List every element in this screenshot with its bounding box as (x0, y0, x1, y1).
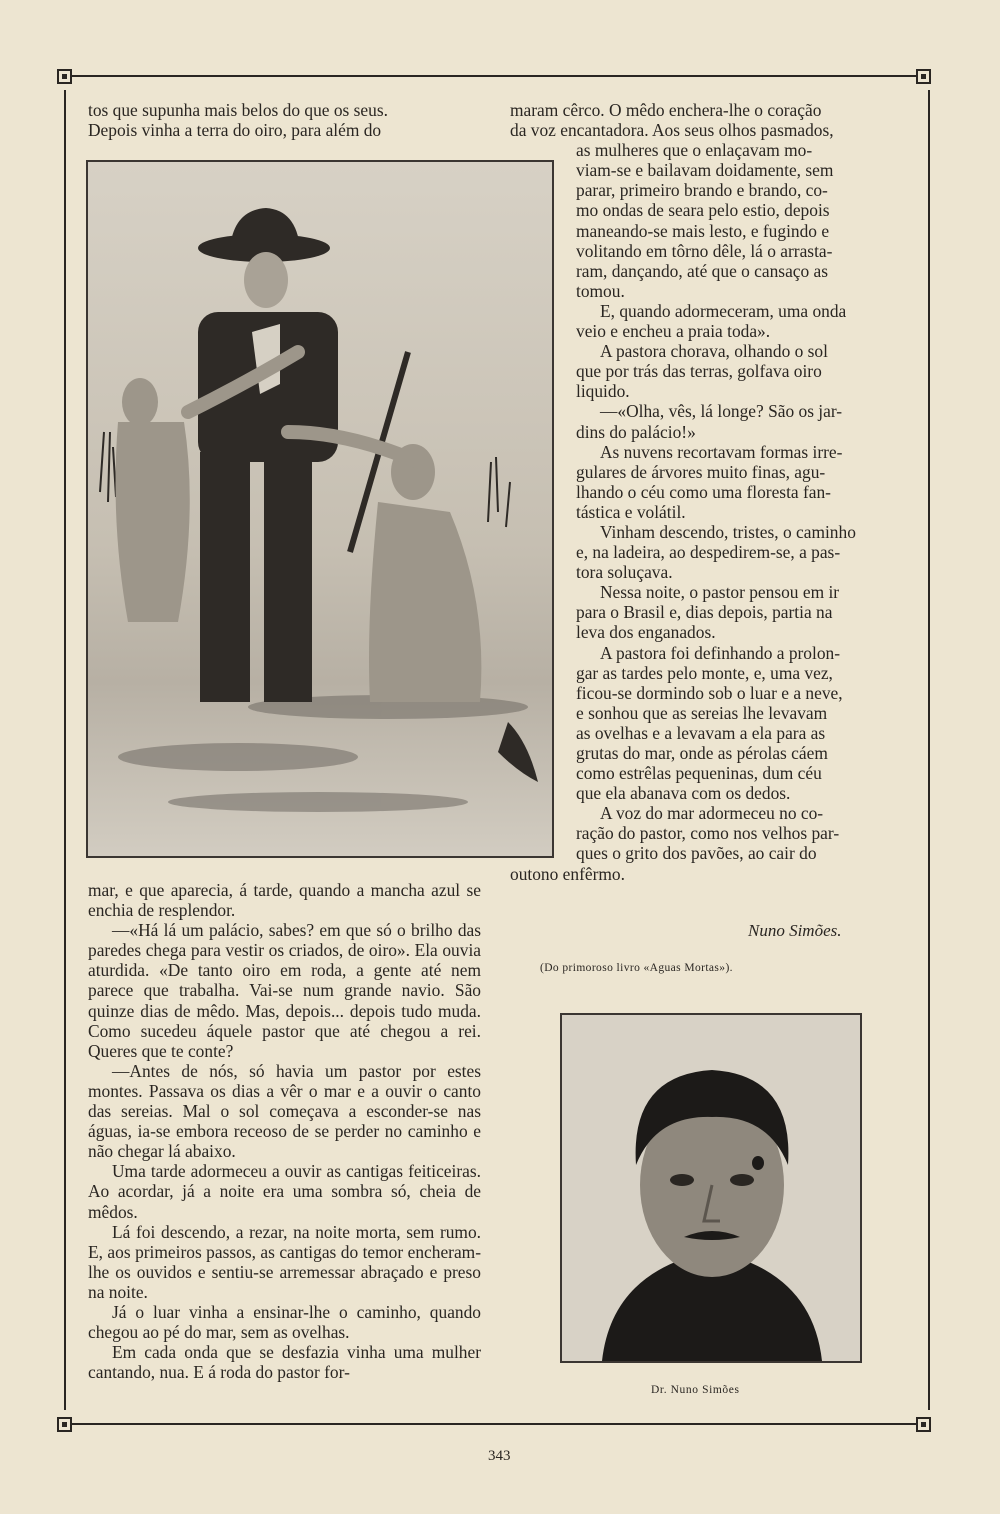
frame-bottom-rule (70, 1423, 922, 1425)
text-line: —«Olha, vês, lá longe? São os jar- (600, 401, 843, 422)
paragraph: Lá foi descendo, a rezar, na noite morta, sem rumo. E, aos primeiros passos, as cantigas do temor encheram-lhe os ouvidos e sentiu-se arremessar abraçado e preso na noite. (88, 1221, 481, 1302)
text-line: maram cêrco. O mêdo enchera-lhe o coração (510, 100, 822, 120)
inset-text-lines (510, 140, 900, 863)
corner-ornament-top-right (916, 69, 931, 84)
text-line: Nessa noite, o pastor pensou em ir (600, 582, 840, 603)
paragraph: —«Há lá um palácio, sabes? em que só o brilho das paredes chega para vestir os criados, de oiro». Ela ouvia aturdida. «De tanto oiro em roda, a gente até nem parece que trabalha. Vai-se num grande navio. São quinze dias de mêdo. Mas, depois... depois tudo muda. Como sucedeu áquele pastor que até chegou a rei. Queres que te conte? (88, 920, 481, 1061)
left-column-body-text (88, 880, 481, 1382)
text-line: tora soluçava. (576, 562, 673, 583)
text-line: as mulheres que o enlaçavam mo- (576, 140, 813, 161)
portrait-caption: Dr. Nuno Simões (651, 1384, 740, 1396)
text-line: que por trás das terras, golfava oiro (576, 361, 822, 382)
text-line: ração do pastor, como nos velhos par- (576, 823, 840, 844)
text-line: E, quando adormeceram, uma onda (600, 300, 847, 321)
text-line: que ela abanava com os dedos. (576, 783, 791, 804)
text-line: A pastora foi definhando a prolon- (600, 642, 841, 663)
left-column-top-text (88, 100, 481, 140)
text-line: gar as tardes pelo monte, e, uma vez, (576, 662, 833, 683)
text-line: ques o grito dos pavões, ao cair do (576, 843, 817, 864)
text-line: volitando em tôrno dêle, lá o arrasta- (576, 240, 833, 261)
text-line: e, na ladeira, ao despedirem-se, a pas- (576, 542, 841, 563)
text-line: As nuvens recortavam formas irre- (600, 441, 843, 462)
text-line: tos que supunha mais belos do que os seus. (88, 100, 388, 120)
portrait-drawing (562, 1015, 860, 1361)
corner-ornament-top-left (57, 69, 72, 84)
paragraph: Já o luar vinha a ensinar-lhe o caminho, quando chegou ao pé do mar, sem as ovelhas. (88, 1301, 481, 1343)
text-line: tomou. (576, 280, 625, 301)
paragraph: Uma tarde adormeceu a ouvir as cantigas feiticeiras. Ao acordar, já a noite era uma sombra só, cheia de mêdos. (88, 1161, 481, 1222)
text-line: gulares de árvores muito finas, agu- (576, 461, 826, 482)
text-line: lhando o céu como uma floresta fan- (576, 481, 831, 502)
text-line: Vinham descendo, tristes, o caminho (600, 521, 856, 542)
paragraph: Em cada onda que se desfazia vinha uma mulher cantando, nua. E á roda do pastor for- (88, 1342, 481, 1383)
text-line: ficou-se dormindo sob o luar e a neve, (576, 682, 843, 703)
text-line: A pastora chorava, olhando o sol (600, 341, 828, 362)
illustration-drawing (88, 162, 552, 856)
author-portrait-photo (560, 1013, 862, 1363)
text-line: veio e encheu a praia toda». (576, 321, 771, 342)
corner-ornament-bottom-right (916, 1417, 931, 1432)
text-line: grutas do mar, onde as pérolas cáem (576, 743, 828, 763)
text-line: as ovelhas e a levavam a ela para as (576, 722, 826, 743)
text-line: mo ondas de seara pelo estio, depois (576, 200, 830, 221)
text-line: da voz encantadora. Aos seus olhos pasmados, (510, 120, 834, 141)
text-line: leva dos enganados. (576, 622, 716, 643)
text-line: viam-se e bailavam doidamente, sem (576, 160, 834, 181)
corner-ornament-bottom-left (57, 1417, 72, 1432)
paragraph: mar, e que aparecia, á tarde, quando a mancha azul se enchia de resplendor. (88, 880, 481, 921)
frame-right-rule (928, 90, 930, 1410)
text-line: maneando-se mais lesto, e fugindo e (576, 220, 830, 241)
text-line: para o Brasil e, dias depois, partia na (576, 602, 833, 623)
paragraph: —Antes de nós, só havia um pastor por estes montes. Passava os dias a vêr o mar e a ouvir o canto das sereias. Mal o sol começava a esconder-se nas águas, ia-se embora receoso de se perder no caminho e não chegar lá abaixo. (88, 1060, 481, 1162)
text-line: outono enfêrmo. (510, 863, 625, 884)
page-number: 343 (488, 1448, 511, 1464)
source-note: (Do primoroso livro «Aguas Mortas»). (540, 962, 733, 974)
text-line: como estrêlas pequeninas, dum céu (576, 763, 822, 784)
frame-left-rule (64, 90, 66, 1410)
author-signature: Nuno Simões. (748, 921, 842, 940)
text-line: ram, dançando, até que o cansaço as (576, 260, 829, 281)
text-line: liquido. (576, 381, 630, 402)
frame-top-rule (70, 75, 922, 77)
text-line: parar, primeiro brando e brando, co- (576, 180, 828, 201)
text-line: tástica e volátil. (576, 501, 686, 522)
text-line: dins do palácio!» (576, 421, 696, 442)
illustration-shepherd-and-sirens (86, 160, 554, 858)
text-line: e sonhou que as sereias lhe levavam (576, 702, 828, 723)
right-column-text (510, 100, 900, 884)
text-line: A voz do mar adormeceu no co- (600, 803, 824, 824)
text-line: Depois vinha a terra do oiro, para além do (88, 120, 382, 141)
